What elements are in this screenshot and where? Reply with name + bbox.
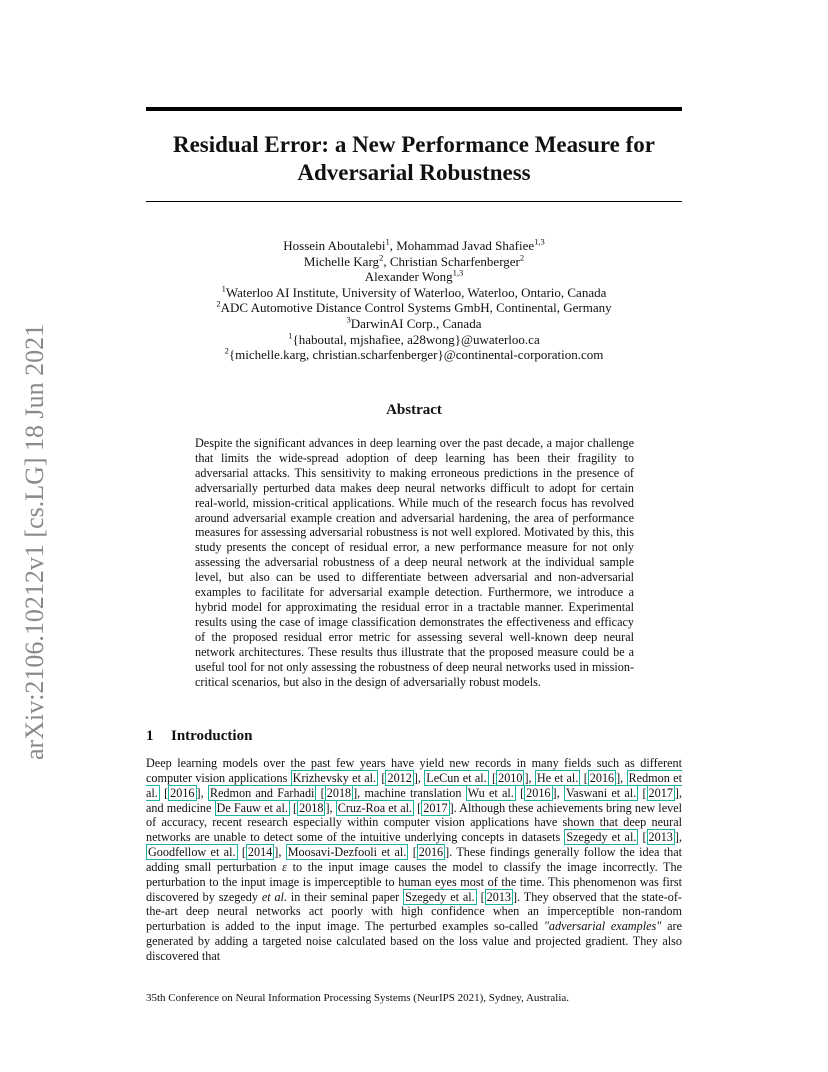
arxiv-identifier: arXiv:2106.10212v1 [cs.LG] 18 Jun 2021	[20, 323, 49, 760]
citation-link[interactable]: Moosavi-Dezfooli et al.	[287, 845, 407, 860]
affiliation-marker: 1	[288, 330, 293, 341]
body-text: ], machine translation	[353, 785, 466, 800]
affiliation	[146, 316, 682, 332]
citation-link[interactable]: 2016	[526, 785, 551, 800]
citation-link[interactable]: De Fauw et al.	[216, 800, 288, 815]
affiliation-marker: 2	[519, 252, 525, 263]
affiliation-marker: 1	[385, 236, 390, 247]
author-block	[146, 238, 682, 363]
citation-link[interactable]: Cruz-Roa et al.	[337, 800, 413, 815]
affiliation	[146, 300, 682, 316]
citation-link[interactable]: 2017	[423, 800, 448, 815]
email-text: {michelle.karg, christian.scharfenberger}@continental-corporation.com	[228, 347, 604, 363]
body-text: to the input image causes the model to classify the image incorrectly. The perturbation to the input image is imperceptible to human eyes most of the time. This phenomenon was first discovered by szegedy	[146, 859, 682, 904]
citation-link[interactable]: 2012	[387, 770, 412, 785]
body-text: ], and medicine	[146, 785, 683, 815]
affiliation-marker: 3	[346, 314, 351, 325]
body-text: [	[414, 800, 422, 815]
author-name: , Christian Scharfenberger	[383, 253, 520, 269]
section-title: Introduction	[171, 728, 253, 744]
citation-link[interactable]: Redmon and Farhadi	[209, 785, 315, 800]
body-text: [	[316, 785, 325, 800]
body-text: [	[378, 770, 386, 785]
citation-link[interactable]: 2018	[326, 785, 352, 800]
section-number: 1	[146, 728, 154, 744]
citation-link[interactable]: 2013	[486, 889, 512, 904]
affiliation	[146, 285, 682, 301]
body-text: [	[476, 889, 485, 904]
affiliation-marker: 2	[224, 345, 229, 356]
author-name: , Mohammad Javad Shafiee	[389, 238, 535, 253]
citation-link[interactable]: 2016	[170, 785, 195, 800]
body-text: [	[580, 770, 588, 785]
body-text: [	[638, 785, 647, 800]
author-name: Alexander Wong	[364, 269, 453, 285]
adversarial-examples-italic: "adversarial examples"	[543, 919, 662, 934]
citation-link[interactable]: Szegedy et al.	[566, 830, 637, 845]
abstract-text: Despite the significant advances in deep learning over the past decade, a major challenge that limits the wide-spread adoption of deep learning has been their fragility to adversarial attacks. This sensitivity to making erroneous predictions in the presence of adversarially perturbed data makes deep neural networks difficult to adopt for certain real-world, mission-critical applications. While much of the research focus has revolved around adversarial example creation and adversarial hardening, the area of performance measures for assessing adversarial robustness is not well explored. Motivated by this, this study presents the concept of residual error, a new performance measure for not only assessing the adversarial robustness of a deep neural network at the individual sample level, but also can be used to differentiate between adversarial and non-adversarial examples to facilitate for adversarial example detection. Furthermore, we introduce a hybrid model for approximating the residual error in a tractable manner. Experimental results using the case of image classification demonstrates the effectiveness and efficacy of the proposed residual error metric for assessing several well-known deep neural network architectures. These results thus illustrate that the proposed measure could be a useful tool for not only assessing the robustness of deep neural networks used in mission-critical scenarios, but also in the design of adversarially robust models.	[195, 436, 634, 689]
body-text: ],	[196, 785, 208, 800]
citation-link[interactable]: Wu et al.	[467, 785, 514, 800]
author-line	[146, 269, 682, 285]
citation-link[interactable]: Redmon et al.	[146, 770, 682, 800]
body-text: [	[488, 770, 497, 785]
affiliation-text: Waterloo AI Institute, University of Waterloo, Waterloo, Ontario, Canada	[225, 284, 607, 300]
body-text: ],	[413, 770, 425, 785]
body-text: [	[289, 800, 298, 815]
citation-link[interactable]: 2016	[418, 845, 444, 860]
affiliation-marker: 1	[221, 283, 226, 294]
citation-link[interactable]: Krizhevsky et al.	[292, 770, 377, 785]
citation-link[interactable]: LeCun et al.	[426, 770, 487, 785]
body-text: [	[408, 845, 417, 860]
introduction-paragraph	[146, 756, 682, 964]
author-line	[146, 254, 682, 270]
body-text: are generated by adding a targeted noise calculated based on the loss value and projected gradient. They also discovered that	[146, 919, 682, 963]
body-text: ],	[616, 770, 627, 785]
conference-footnote: 35th Conference on Neural Information Processing Systems (NeurIPS 2021), Sydney, Australia.	[146, 992, 570, 1004]
title-rule-top	[146, 107, 682, 111]
affiliation-marker: 2	[379, 252, 384, 263]
email	[146, 347, 682, 363]
author-name: Hossein Aboutalebi	[283, 238, 386, 253]
author-line	[146, 238, 682, 254]
affiliation-text: ADC Automotive Distance Control Systems GmbH, Continental, Germany	[220, 300, 612, 316]
et-al-italic: et al.	[261, 889, 287, 904]
affiliation-marker: 1,3	[534, 236, 545, 247]
affiliation-marker: 1,3	[452, 267, 464, 278]
body-text: ]. These findings generally follow the idea that adding small perturbation	[146, 845, 682, 874]
body-text: [	[237, 845, 246, 860]
body-text: ],	[274, 845, 286, 860]
citation-link[interactable]: 2010	[498, 770, 523, 785]
section-heading	[146, 728, 252, 745]
author-name: Michelle Karg	[303, 253, 380, 269]
body-text: [	[638, 830, 647, 845]
citation-link[interactable]: 2018	[299, 800, 324, 815]
body-text: Deep learning models over the past few years have yield new records in many fields such as different computer vision applications	[146, 756, 682, 785]
body-text: ],	[674, 830, 682, 845]
body-text: ]. Although these achievements bring new level of accuracy, recent research especially within computer vision applications have shown that deep neural networks are unable to detect some of the intuitive underlying concepts in datasets	[146, 800, 682, 845]
email	[146, 332, 682, 348]
citation-link[interactable]: 2013	[648, 830, 673, 845]
citation-link[interactable]: 2017	[648, 785, 673, 800]
body-text: ]. They observed that the state-of-the-art deep neural networks act poorly with high confidence when an imperceptible non-random perturbation is added to the input image. The perturbed examples so-called	[146, 889, 682, 934]
epsilon-symbol: ε	[282, 859, 287, 874]
title-rule-bottom	[146, 201, 682, 202]
body-text: in their seminal paper	[287, 889, 404, 904]
body-text: [	[159, 785, 169, 800]
abstract-heading: Abstract	[386, 402, 442, 418]
citation-link[interactable]: Szegedy et al.	[405, 889, 475, 904]
citation-link[interactable]: 2014	[247, 845, 273, 860]
citation-link[interactable]: Vaswani et al.	[565, 785, 637, 800]
body-text: ],	[325, 800, 336, 815]
citation-link[interactable]: Goodfellow et al.	[148, 845, 236, 860]
affiliation-marker: 2	[216, 299, 221, 310]
citation-link[interactable]: He et al.	[536, 770, 579, 785]
citation-link[interactable]: 2016	[589, 770, 615, 785]
email-text: {haboutal, mjshafiee, a28wong}@uwaterloo.ca	[292, 331, 540, 347]
body-text: ],	[552, 785, 564, 800]
paper-title: Residual Error: a New Performance Measure for Adversarial Robustness	[172, 132, 655, 185]
body-text: ],	[524, 770, 535, 785]
body-text: [	[515, 785, 525, 800]
affiliation-text: DarwinAI Corp., Canada	[350, 315, 482, 331]
